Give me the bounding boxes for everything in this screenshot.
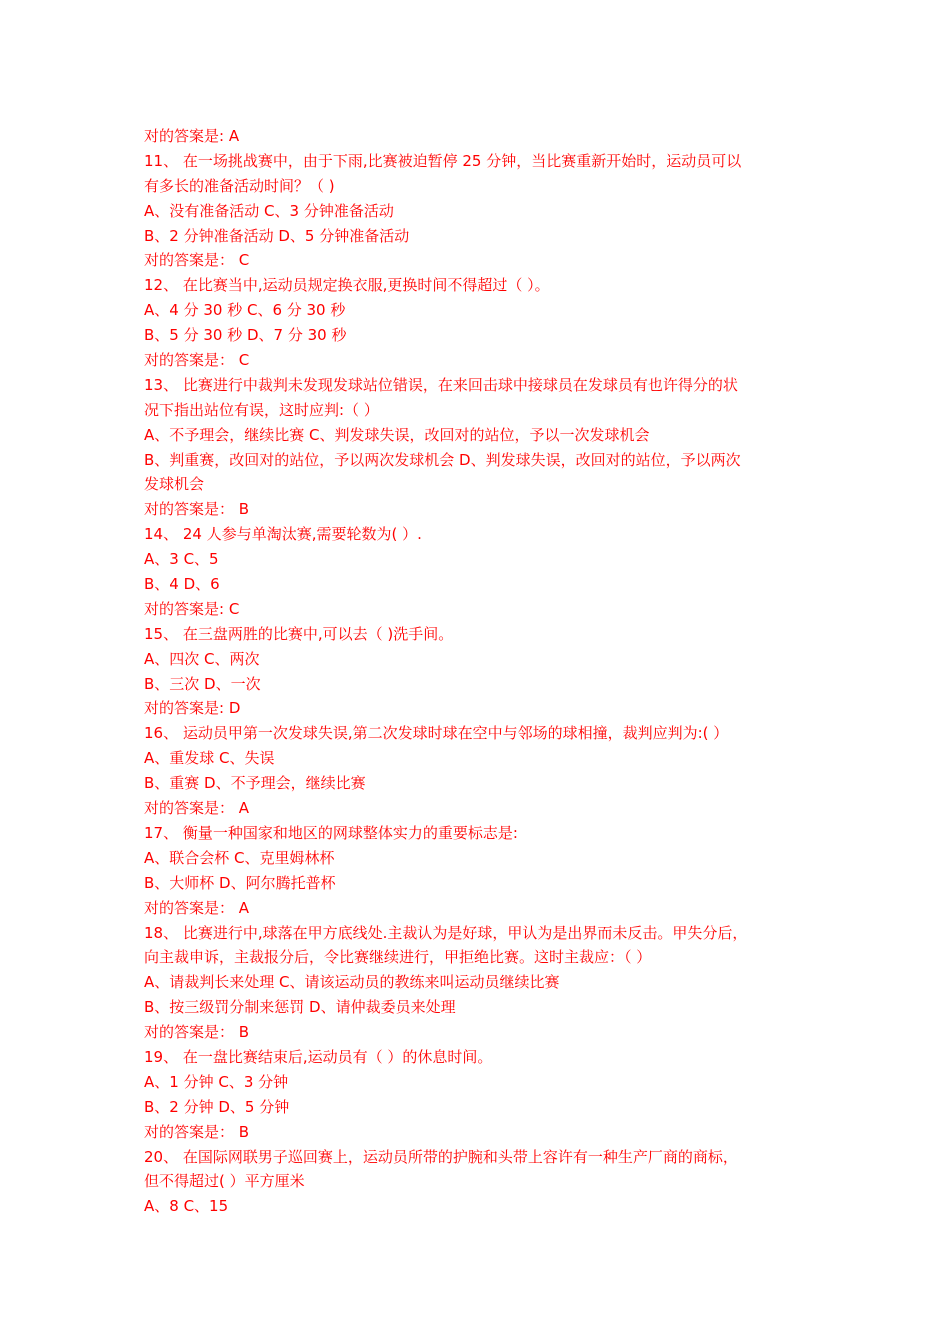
question-17-line-1: 17、 衡量一种国家和地区的网球整体实力的重要标志是: <box>144 823 518 842</box>
question-11-line-1: 11、 在一场挑战赛中，由于下雨,比赛被迫暂停 25 分钟，当比赛重新开始时，运动员可以 <box>144 151 742 170</box>
question-13-line-1: 13、 比赛进行中裁判未发现发球站位错误，在来回击球中接球员在发球员有也许得分的状 <box>144 375 738 394</box>
question-15-answer: 对的答案是: D <box>144 699 241 718</box>
document-page <box>144 124 824 1219</box>
question-19-options-bd: B、2 分钟 D、5 分钟 <box>144 1097 290 1116</box>
question-18-line-1: 18、 比赛进行中,球落在甲方底线处.主裁认为是好球，甲认为是出界而未反击。甲失分后， <box>144 923 748 942</box>
question-14-line-1: 14、 24 人参与单淘汰赛,需要轮数为( ）. <box>144 525 422 544</box>
question-16-options-bd: B、重赛 D、不予理会，继续比赛 <box>144 774 366 793</box>
question-18-answer: 对的答案是： B <box>144 1023 250 1042</box>
question-14-options-ac: A、3 C、5 <box>144 550 219 569</box>
question-12-options-ac: A、4 分 30 秒 C、6 分 30 秒 <box>144 301 346 320</box>
question-11-answer: 对的答案是： C <box>144 251 250 270</box>
question-15-line-1: 15、 在三盘两胜的比赛中,可以去（ )洗手间。 <box>144 624 454 643</box>
question-17-options-ac: A、联合会杯 C、克里姆林杯 <box>144 848 335 867</box>
question-18-options-ac: A、请裁判长来处理 C、请该运动员的教练来叫运动员继续比赛 <box>144 973 560 992</box>
question-18-line-2: 向主裁申诉，主裁报分后，令比赛继续进行，甲拒绝比赛。这时主裁应：（ ） <box>144 948 652 967</box>
question-11-options-ac: A、没有准备活动 C、3 分钟准备活动 <box>144 201 394 220</box>
question-17-answer: 对的答案是： A <box>144 898 250 917</box>
question-16-answer: 对的答案是： A <box>144 799 250 818</box>
question-18-options-bd: B、按三级罚分制来惩罚 D、请仲裁委员来处理 <box>144 998 456 1017</box>
question-14-options-bd: B、4 D、6 <box>144 575 220 594</box>
question-15-options-ac: A、四次 C、两次 <box>144 649 260 668</box>
question-12-answer: 对的答案是： C <box>144 351 250 370</box>
question-19-line-1: 19、 在一盘比赛结束后,运动员有（ ）的休息时间。 <box>144 1047 493 1066</box>
question-13-options-bd-line-2: 发球机会 <box>144 475 205 494</box>
question-13-answer: 对的答案是： B <box>144 500 250 519</box>
question-20-options-ac: A、8 C、15 <box>144 1197 229 1216</box>
question-15-options-bd: B、三次 D、一次 <box>144 674 261 693</box>
question-12-line-1: 12、 在比赛当中,运动员规定换衣服,更换时间不得超过（ ）。 <box>144 276 550 295</box>
question-13-options-bd-line-1: B、判重赛，改回对的站位，予以两次发球机会 D、判发球失误，改回对的站位，予以两次 <box>144 450 741 469</box>
question-11-options-bd: B、2 分钟准备活动 D、5 分钟准备活动 <box>144 226 410 245</box>
question-16-options-ac: A、重发球 C、失误 <box>144 749 275 768</box>
question-17-options-bd: B、大师杯 D、阿尔腾托普杯 <box>144 873 336 892</box>
question-19-options-ac: A、1 分钟 C、3 分钟 <box>144 1072 289 1091</box>
question-20-line-2: 但不得超过( ）平方厘米 <box>144 1172 305 1191</box>
question-19-answer: 对的答案是： B <box>144 1122 250 1141</box>
question-16-line-1: 16、 运动员甲第一次发球失误,第二次发球时球在空中与邻场的球相撞，裁判应判为:( ） <box>144 724 729 743</box>
answer-line: 对的答案是: A <box>144 127 240 145</box>
question-14-answer: 对的答案是: C <box>144 599 240 618</box>
question-13-options-ac: A、不予理会，继续比赛 C、判发球失误，改回对的站位，予以一次发球机会 <box>144 425 650 444</box>
question-13-line-2: 况下指出站位有误，这时应判:（ ） <box>144 400 379 419</box>
question-11-line-2: 有多长的准备活动时间？（ ) <box>144 176 335 195</box>
question-12-options-bd: B、5 分 30 秒 D、7 分 30 秒 <box>144 326 347 345</box>
question-20-line-1: 20、 在国际网联男子巡回赛上，运动员所带的护腕和头带上容许有一种生产厂商的商标， <box>144 1147 738 1166</box>
